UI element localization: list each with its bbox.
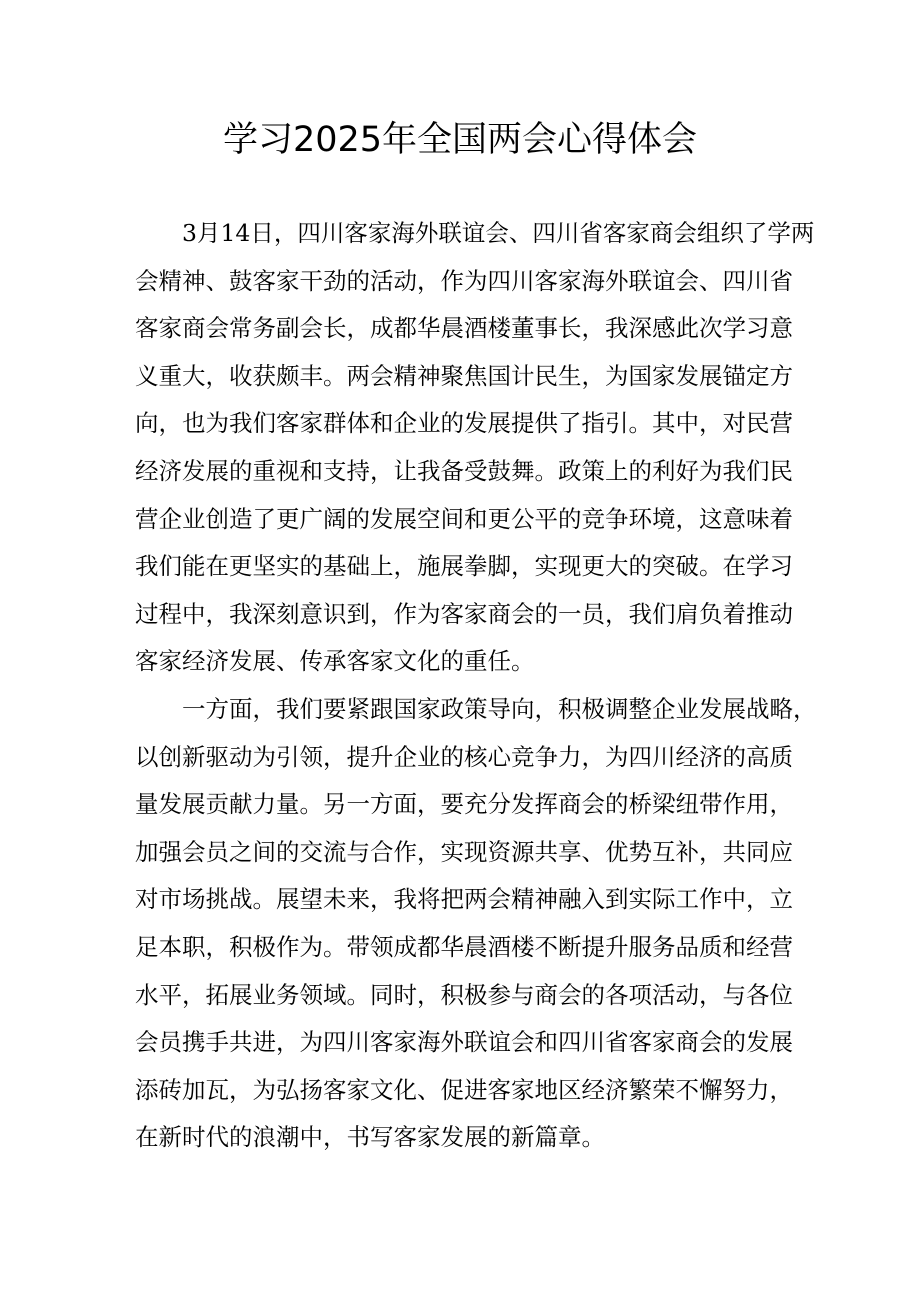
paragraph-line: 会员携手共进，为四川客家海外联谊会和四川省客家商会的发展 [135,1028,793,1057]
paragraph-line: 向，也为我们客家群体和企业的发展提供了指引。其中，对民营 [135,409,793,438]
document-title: 学习2025年全国两会心得体会 [222,120,698,160]
paragraph-line: 客家经济发展、传承客家文化的重任。 [135,647,535,676]
document-body [135,210,817,1162]
paragraph-line: 经济发展的重视和支持，让我备受鼓舞。政策上的利好为我们民 [135,456,793,485]
paragraph-line: 量发展贡献力量。另一方面，要充分发挥商会的桥梁纽带作用， [135,790,793,819]
paragraph-line: 添砖加瓦，为弘扬客家文化、促进客家地区经济繁荣不懈努力， [135,1075,793,1104]
paragraph-line: 会精神、鼓客家干劲的活动，作为四川客家海外联谊会、四川省 [135,266,793,295]
paragraph-line: 义重大，收获颇丰。两会精神聚焦国计民生，为国家发展锚定方 [135,361,793,390]
paragraph-line: 营企业创造了更广阔的发展空间和更公平的竞争环境，这意味着 [135,504,793,533]
paragraph-1 [135,210,815,686]
paragraph-line: 对市场挑战。展望未来，我将把两会精神融入到实际工作中，立 [135,885,793,914]
paragraph-line: 水平，拓展业务领域。同时，积极参与商会的各项活动，与各位 [135,980,793,1009]
paragraph-line: 在新时代的浪潮中，书写客家发展的新篇章。 [135,1123,605,1152]
paragraph-line: 以创新驱动为引领，提升企业的核心竞争力，为四川经济的高质 [135,742,793,771]
paragraph-line: 我们能在更坚实的基础上，施展拳脚，实现更大的突破。在学习 [135,552,793,581]
paragraph-2 [135,686,817,1162]
paragraph-line: 客家商会常务副会长，成都华晨酒楼董事长，我深感此次学习意 [135,314,793,343]
paragraph-line: 足本职，积极作为。带领成都华晨酒楼不断提升服务品质和经营 [135,932,793,961]
paragraph-line: 3月14日，四川客家海外联谊会、四川省客家商会组织了学两 [182,219,815,247]
paragraph-line: 一方面，我们要紧跟国家政策导向，积极调整企业发展战略， [182,694,817,723]
paragraph-line: 过程中，我深刻意识到，作为客家商会的一员，我们肩负着推动 [135,599,793,628]
paragraph-line: 加强会员之间的交流与合作，实现资源共享、优势互补，共同应 [135,837,793,866]
